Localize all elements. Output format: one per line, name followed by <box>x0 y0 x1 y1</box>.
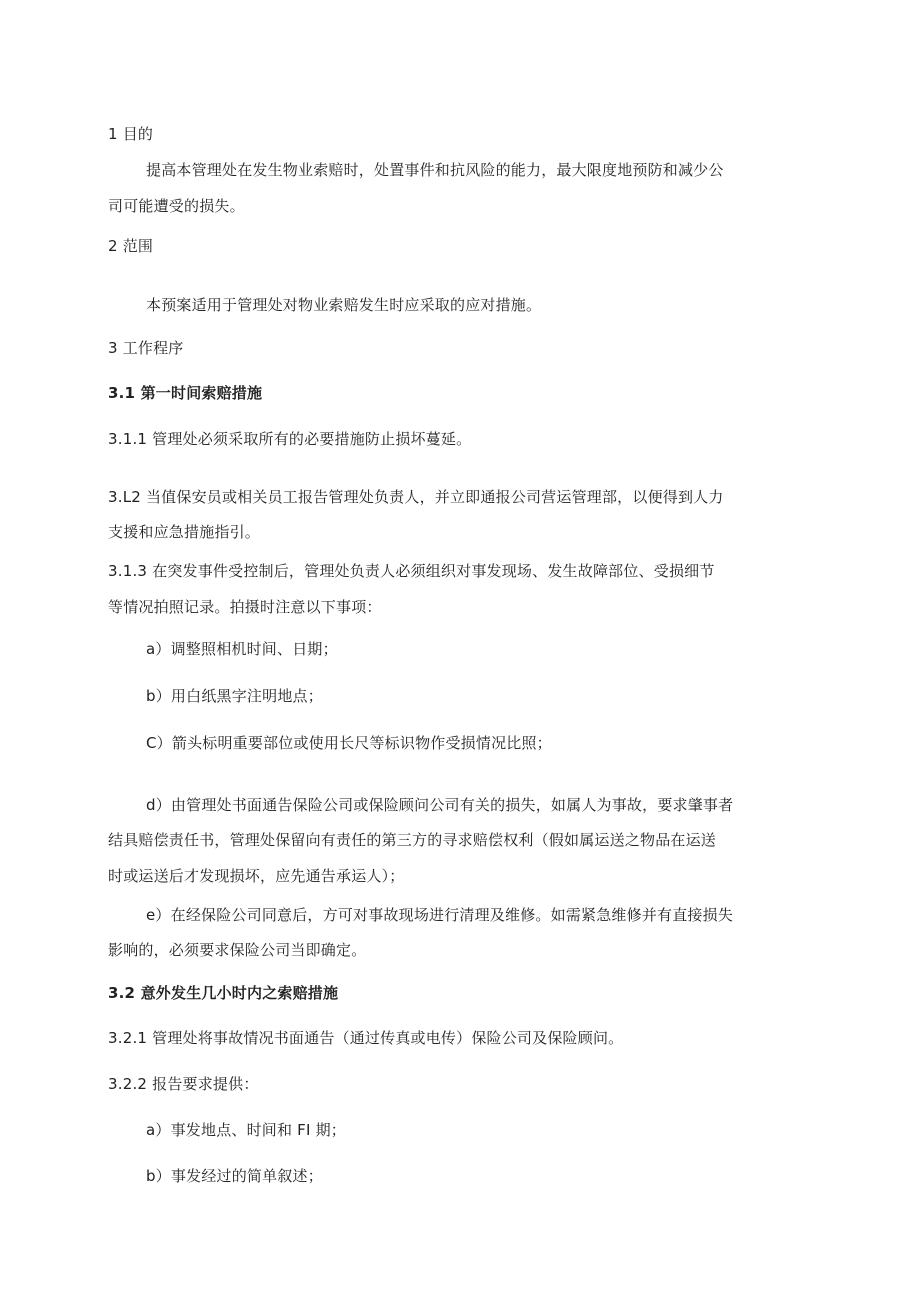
clause-3-1-2-line-2: 支援和应急措施指引。 <box>108 523 261 541</box>
list-item-e-line-1: e）在经保险公司同意后，方可对事故现场进行清理及维修。如需紧急维修并有直接损失 <box>146 906 734 924</box>
report-item-b: b）事发经过的简单叙述； <box>146 1167 323 1185</box>
clause-3-1-3-line-2: 等情况拍照记录。拍摄时注意以下事项： <box>108 598 382 616</box>
section-2-heading: 2 范围 <box>108 237 154 255</box>
list-item-b: b）用白纸黑字注明地点； <box>146 687 323 705</box>
clause-3-1-3-line-1: 3.1.3 在突发事件受控制后，管理处负责人必须组织对事发现场、发生故障部位、受损细节 <box>108 562 715 580</box>
list-item-a: a）调整照相机时间、日期； <box>146 640 338 658</box>
section-1-paragraph-line-2: 司可能遭受的损失。 <box>108 197 245 215</box>
list-item-d-line-2: 结具赔偿责任书，管理处保留向有责任的第三方的寻求赔偿权利（假如属运送之物品在运送 <box>108 831 717 849</box>
clause-3-2-2: 3.2.2 报告要求提供： <box>108 1075 259 1093</box>
clause-3-1-1: 3.1.1 管理处必须采取所有的必要措施防止损坏蔓延。 <box>108 430 472 448</box>
report-item-a: a）事发地点、时间和 FI 期； <box>146 1121 346 1139</box>
section-3-2-heading: 3.2 意外发生几小时内之索赔措施 <box>108 984 339 1002</box>
section-3-1-heading: 3.1 第一时间索赔措施 <box>108 384 263 402</box>
section-1-paragraph-line-1: 提高本管理处在发生物业索赔时，处置事件和抗风险的能力，最大限度地预防和减少公 <box>146 161 724 179</box>
section-2-paragraph: 本预案适用于管理处对物业索赔发生时应采取的应对措施。 <box>146 296 542 314</box>
clause-3-2-1: 3.2.1 管理处将事故情况书面通告（通过传真或电传）保险公司及保险顾问。 <box>108 1029 624 1047</box>
list-item-d-line-3: 时或运送后才发现损坏，应先通告承运人）； <box>108 867 405 885</box>
list-item-e-line-2: 影响的，必须要求保险公司当即确定。 <box>108 941 367 959</box>
list-item-d-line-1: d）由管理处书面通告保险公司或保险顾问公司有关的损失，如属人为事故，要求肇事者 <box>146 796 734 814</box>
section-1-heading: 1 目的 <box>108 125 154 143</box>
section-3-heading: 3 工作程序 <box>108 339 184 357</box>
clause-3-1-2-line-1: 3.L2 当值保安员或相关员工报告管理处负责人，并立即通报公司营运管理部，以便得到人力 <box>108 488 724 506</box>
list-item-c: C）箭头标明重要部位或使用长尺等标识物作受损情况比照； <box>146 734 552 752</box>
